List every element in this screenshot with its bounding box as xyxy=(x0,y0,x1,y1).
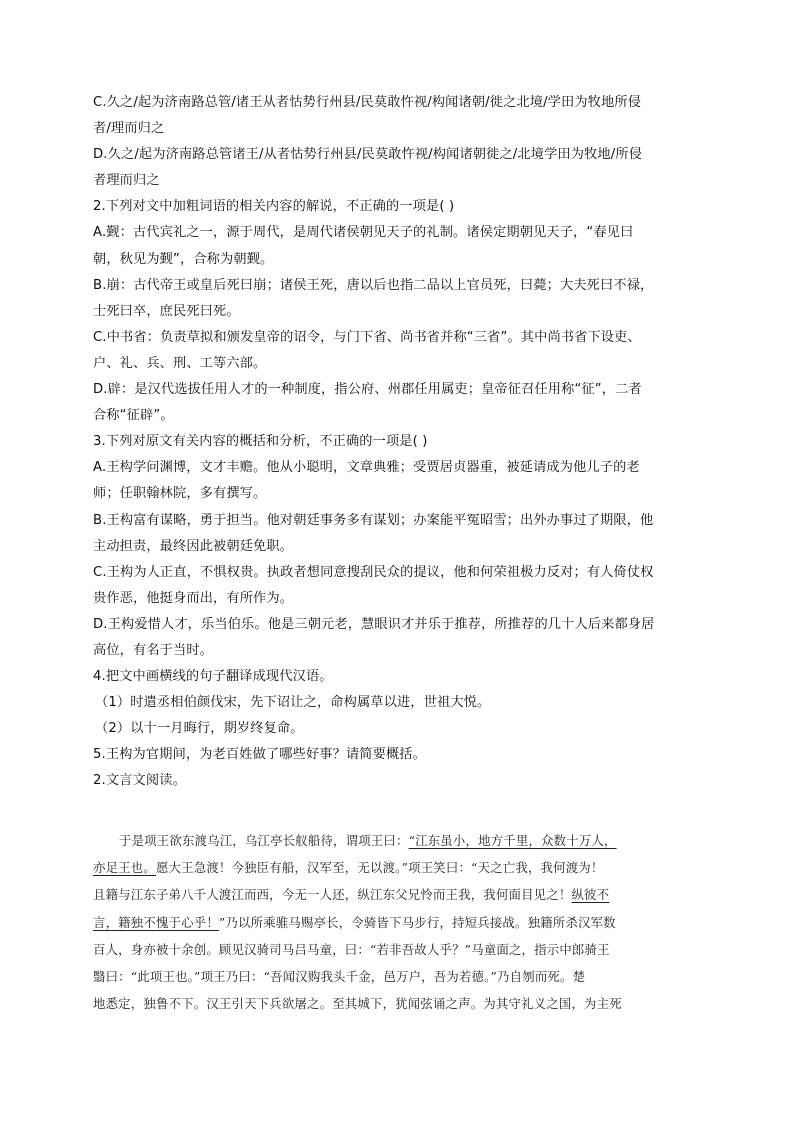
underlined-sentence: “江东虽小，地方千里，众数十万人， xyxy=(408,833,617,848)
q1-option-d-line2: 者理而归之 xyxy=(93,173,160,189)
passage-text: 且籍与江东子弟八千人渡江而西，今无一人还，纵江东父兄怜而王我，我何面目见之！ xyxy=(93,887,572,903)
section-2-title: 2.文言文阅读。 xyxy=(93,773,186,789)
q4-stem: 4.把文中画横线的句子翻译成现代汉语。 xyxy=(93,669,333,685)
underlined-sentence: 纵彼不 xyxy=(571,887,610,903)
q2-option-a-line1: A.觐：古代宾礼之一，源于周代，是周代诸侯朝见天子的礼制。诸侯定期朝见天子，“春见曰 xyxy=(93,225,634,241)
q2-option-b-line1: B.崩：古代帝王或皇后死曰崩；诸侯王死，唐以后也指二品以上官员死，曰薨；大夫死曰不禄， xyxy=(93,277,654,293)
q4-item-1: （1）时遣丞相伯颜伐宋，先下诏让之，命构属草以进，世祖大悦。 xyxy=(95,695,491,711)
passage-line-7: 地悉定，独鲁不下。汉王引天下兵欲屠之。至其城下，犹闻弦诵之声。为其守礼义之国，为主死 xyxy=(93,996,622,1012)
q3-option-b-line1: B.王构富有谋略，勇于担当。他对朝廷事务多有谋划；办案能平冤昭雪；出外办事过了期限，他 xyxy=(93,512,654,528)
passage-text: 于是项王欲东渡乌江，乌江亭长舣船待，谓项王曰： xyxy=(119,833,409,848)
q3-stem: 3.下列对原文有关内容的概括和分析，不正确的一项是( ) xyxy=(93,434,428,450)
classical-passage xyxy=(93,827,701,1017)
passage-line-1 xyxy=(93,827,701,854)
underlined-sentence: 亦足王也。 xyxy=(93,860,156,876)
passage-line-3 xyxy=(93,881,701,908)
q2-option-a-line2: 朝，秋见为觐”，合称为朝觐。 xyxy=(93,251,274,267)
q3-option-a-line2: 师；任职翰林院，多有撰写。 xyxy=(93,486,267,502)
q2-option-b-line2: 士死曰卒，庶民死曰死。 xyxy=(93,303,240,319)
q1-option-c-line2: 者/理而归之 xyxy=(93,121,165,137)
passage-line-2 xyxy=(93,854,701,881)
q3-option-c-line2: 贵作恶，他挺身而出，有所作为。 xyxy=(93,590,294,606)
q2-option-c-line2: 户、礼、兵、刑、工等六部。 xyxy=(93,355,267,371)
passage-line-6: 翳曰：“此项王也。”项王乃曰：“吾闻汉购我头千金，邑万户，吾为若德。”乃自刎而死。楚 xyxy=(93,969,586,985)
exam-questions xyxy=(93,90,697,795)
q2-option-d-line2: 合称“征辟”。 xyxy=(93,408,174,424)
underlined-sentence: 言，籍独不愧于心乎！ xyxy=(93,914,219,930)
q2-option-c-line1: C.中书省：负责草拟和颁发皇帝的诏令，与门下省、尚书省并称“三省”。其中尚书省下设吏、 xyxy=(93,329,641,345)
passage-line-4 xyxy=(93,909,701,936)
q1-option-d-line1: D.久之/起为济南路总管诸王/从者怙势行州县/民莫敢忤视/构闻诸朝徙之/北境学田为牧地/所侵 xyxy=(93,147,643,163)
q3-option-d-line2: 高位，有名于当时。 xyxy=(93,642,214,658)
passage-text: 愿大王急渡！今独臣有船，汉军至，无以渡。”项王笑曰：“天之亡我，我何渡为！ xyxy=(155,860,604,876)
q3-option-b-line2: 主动担责，最终因此被朝廷免职。 xyxy=(93,538,294,554)
q2-stem: 2.下列对文中加粗词语的相关内容的解说，不正确的一项是( ) xyxy=(93,199,455,215)
passage-line-5: 百人，身亦被十余创。顾见汉骑司马吕马童，曰：“若非吾故人乎？”马童面之，指示中郎骑王 xyxy=(93,941,610,957)
passage-text: ”乃以所乘骓马赐亭长，令骑皆下马步行，持短兵接战。独籍所杀汉军数 xyxy=(218,914,616,930)
q1-option-c-line1: C.久之/起为济南路总管/诸王从者怙势行州县/民莫敢忤视/构闻诸朝/徙之北境/学田为牧地所侵 xyxy=(93,95,642,110)
q5-stem: 5.王构为官期间，为老百姓做了哪些好事？请简要概括。 xyxy=(93,747,426,763)
q3-option-d-line1: D.王构爱惜人才，乐当伯乐。他是三朝元老，慧眼识才并乐于推荐，所推荐的几十人后来都身居 xyxy=(93,616,655,632)
q4-item-2: （2）以十一月晦行，期岁终复命。 xyxy=(95,721,304,737)
q3-option-a-line1: A.王构学问渊博，文才丰赡。他从小聪明，文章典雅；受贾居贞器重，被延请成为他儿子的老 xyxy=(93,460,640,476)
q2-option-d-line1: D.辟：是汉代选拔任用人才的一种制度，指公府、州郡任用属吏；皇帝征召任用称“征”，二者 xyxy=(93,382,642,398)
q3-option-c-line1: C.王构为人正直，不惧权贵。执政者想同意搜刮民众的提议，他和何荣祖极力反对；有人倚仗权 xyxy=(93,564,654,580)
